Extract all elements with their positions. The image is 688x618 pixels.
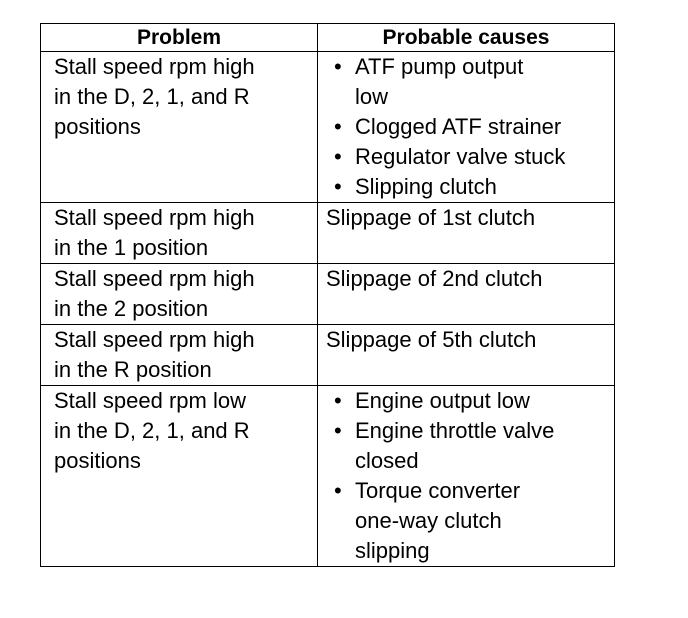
cause-list <box>326 386 610 566</box>
problem-text-line: Stall speed rpm high <box>54 327 255 352</box>
problem-text-line: in the D, 2, 1, and R <box>54 84 250 109</box>
cause-text-line: Regulator valve stuck <box>355 144 566 169</box>
cause-item <box>334 386 610 416</box>
causes-cell <box>318 203 615 264</box>
problem-cell <box>41 203 318 264</box>
problem-text-line: in the 1 position <box>54 235 209 260</box>
table-row <box>41 203 615 264</box>
problem-text-line: Stall speed rpm high <box>54 205 255 230</box>
cause-text: Slippage of 1st clutch <box>326 205 536 230</box>
cause-text-line: slipping <box>355 538 430 563</box>
cause-text-line: Torque converter <box>355 478 521 503</box>
table-row <box>41 264 615 325</box>
stall-test-table <box>40 23 615 567</box>
table-header-row <box>41 24 615 52</box>
problem-text-line: in the D, 2, 1, and R <box>54 418 250 443</box>
cause-text-line: Clogged ATF strainer <box>355 114 562 139</box>
cause-text-line: low <box>355 84 389 109</box>
cause-text: Slippage of 5th clutch <box>326 327 537 352</box>
problem-column-header: Problem <box>41 24 318 52</box>
problem-text-line: in the R position <box>54 357 212 382</box>
cause-text-line: Engine output low <box>355 388 530 413</box>
cause-text: Slippage of 2nd clutch <box>326 266 543 291</box>
problem-text-line: Stall speed rpm high <box>54 54 255 79</box>
table-row <box>41 386 615 567</box>
causes-cell <box>318 264 615 325</box>
problem-cell <box>41 52 318 203</box>
cause-item <box>334 476 610 566</box>
cause-text-line: one-way clutch <box>355 508 502 533</box>
causes-cell <box>318 325 615 386</box>
problem-cell <box>41 264 318 325</box>
cause-text-line: Slipping clutch <box>355 174 497 199</box>
cause-item <box>334 172 610 202</box>
bullet-icon: • <box>334 174 342 199</box>
cause-item <box>334 112 610 142</box>
bullet-icon: • <box>334 478 342 503</box>
cause-text-line: closed <box>355 448 419 473</box>
bullet-icon: • <box>334 114 342 139</box>
causes-cell <box>318 52 615 203</box>
problem-text-line: in the 2 position <box>54 296 209 321</box>
problem-cell <box>41 325 318 386</box>
problem-cell <box>41 386 318 567</box>
bullet-icon: • <box>334 144 342 169</box>
probable-causes-column-header: Probable causes <box>318 24 615 52</box>
bullet-icon: • <box>334 388 342 413</box>
bullet-icon: • <box>334 54 342 79</box>
table-row <box>41 325 615 386</box>
cause-text-line: ATF pump output <box>355 54 524 79</box>
bullet-icon: • <box>334 418 342 443</box>
problem-text-line: Stall speed rpm high <box>54 266 255 291</box>
cause-item <box>334 142 610 172</box>
problem-text-line: positions <box>54 114 141 139</box>
causes-cell <box>318 386 615 567</box>
cause-list <box>326 52 610 202</box>
problem-text-line: Stall speed rpm low <box>54 388 246 413</box>
problem-text-line: positions <box>54 448 141 473</box>
cause-item <box>334 52 610 112</box>
cause-item <box>334 416 610 476</box>
table-row <box>41 52 615 203</box>
cause-text-line: Engine throttle valve <box>355 418 555 443</box>
